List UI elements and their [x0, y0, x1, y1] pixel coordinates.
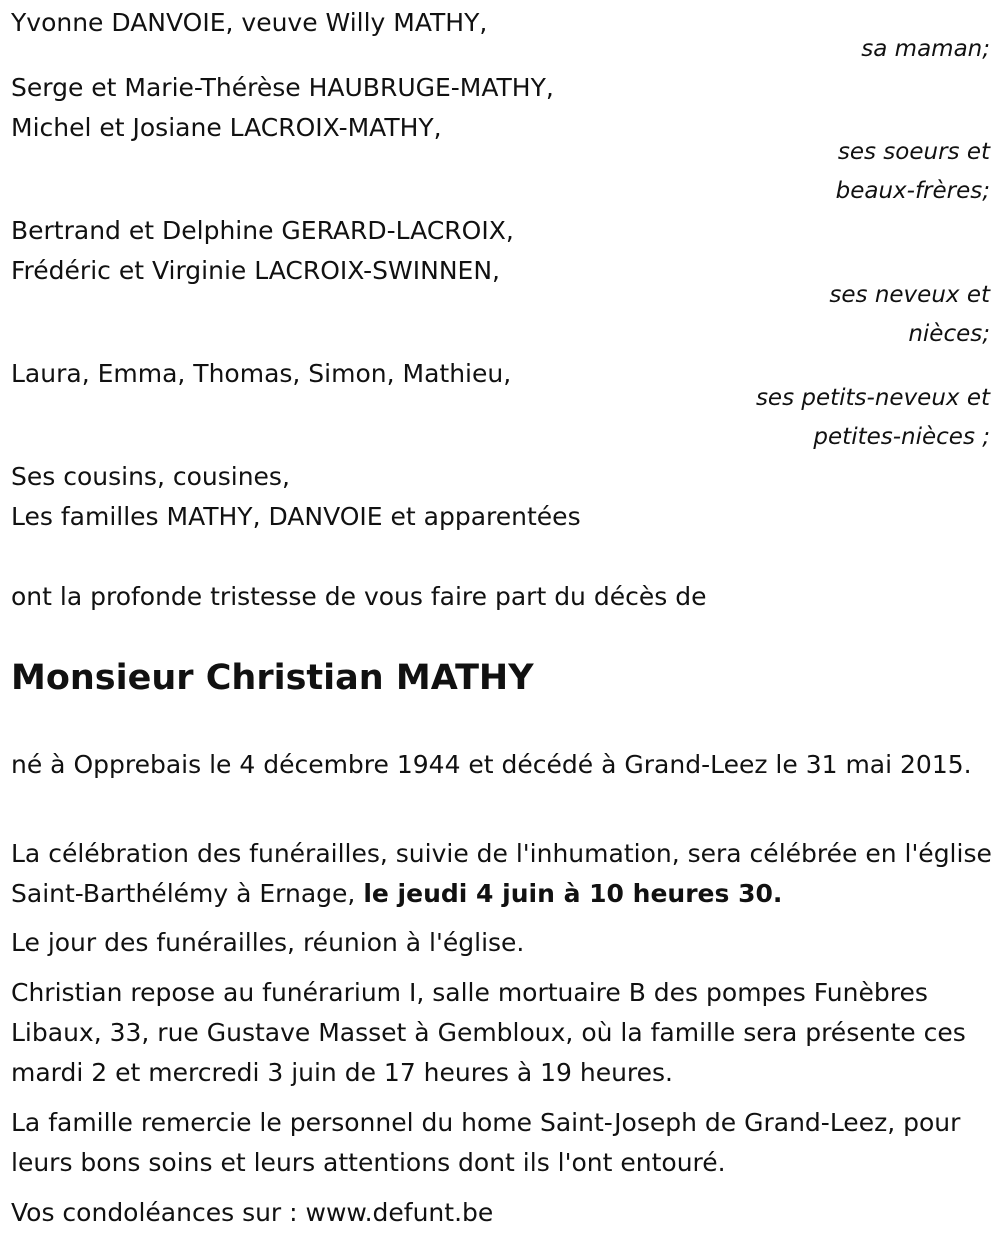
role-nephews-1: ses neveux et [829, 282, 990, 308]
family-line-nephew-1: Bertrand et Delphine GERARD-LACROIX, [11, 216, 514, 245]
role-sisters-1: ses soeurs et [837, 139, 990, 165]
role-grandnephews-1: ses petits-neveux et [755, 385, 990, 411]
ceremony-text: La célébration des funérailles, suivie de l'inhumation, sera célébrée en l'église Saint-Barthélémy à Ernage, [11, 839, 992, 908]
role-sisters-2: beaux-frères; [835, 178, 990, 204]
ceremony-date: le jeudi 4 juin à 10 heures 30. [363, 879, 783, 908]
ceremony-paragraph [11, 834, 996, 914]
condolences-text: Vos condoléances sur : www.defunt.be [11, 1198, 494, 1227]
meeting-text: Le jour des funérailles, réunion à l'église. [11, 928, 525, 957]
role-mother: sa maman; [861, 36, 990, 62]
family-line-sister-1: Serge et Marie-Thérèse HAUBRUGE-MATHY, [11, 73, 554, 102]
deceased-name: Monsieur Christian MATHY [11, 658, 534, 698]
birth-death-text: né à Opprebais le 4 décembre 1944 et décédé à Grand-Leez le 31 mai 2015. [11, 750, 972, 779]
family-line-nephew-2: Frédéric et Virginie LACROIX-SWINNEN, [11, 256, 500, 285]
family-line-grandnephews: Laura, Emma, Thomas, Simon, Mathieu, [11, 359, 512, 388]
family-line-families: Les familles MATHY, DANVOIE et apparentées [11, 502, 581, 531]
repose-text: Christian repose au funérarium I, salle mortuaire B des pompes Funèbres Libaux, 33, rue Gustave Masset à Gembloux, où la famille sera présente ces mardi 2 et mercredi 3 juin de 17 heures à 19 heures. [11, 978, 966, 1087]
announcement-text: ont la profonde tristesse de vous faire part du décès de [11, 582, 707, 611]
role-nephews-2: nièces; [908, 321, 990, 347]
family-line-cousins: Ses cousins, cousines, [11, 462, 290, 491]
role-grandnephews-2: petites-nièces ; [813, 424, 990, 450]
family-line-mother: Yvonne DANVOIE, veuve Willy MATHY, [11, 8, 488, 37]
thanks-text: La famille remercie le personnel du home Saint-Joseph de Grand-Leez, pour leurs bons soins et leurs attentions dont ils l'ont entouré. [11, 1108, 961, 1177]
family-line-sister-2: Michel et Josiane LACROIX-MATHY, [11, 113, 442, 142]
